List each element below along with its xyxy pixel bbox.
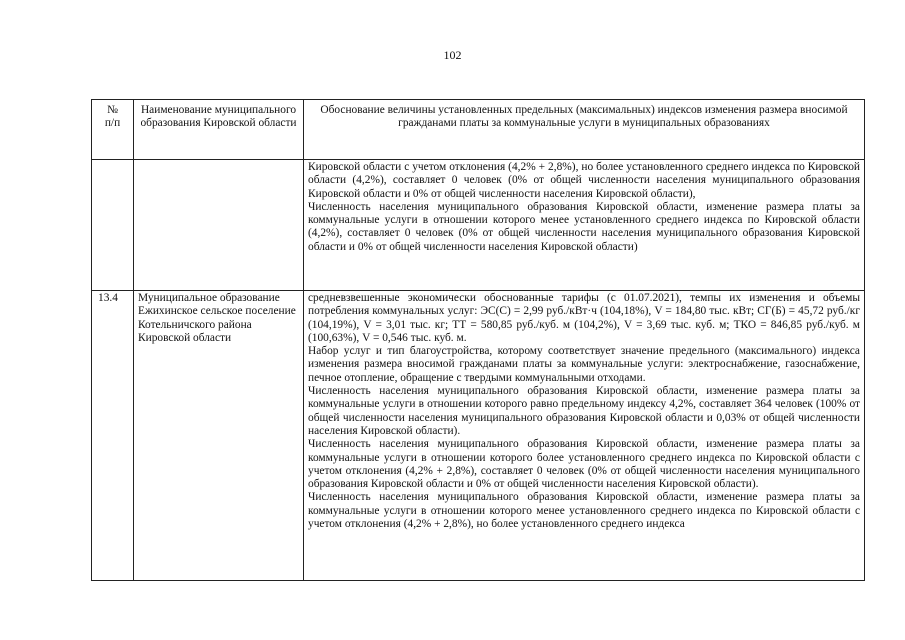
header-municipality-name: [134, 100, 304, 160]
justification-paragraph: Набор услуг и тип благоустройства, которому соответствует значение предельного (максимального) индекса изменения размера вносимой гражданами платы за коммунальные услуги: электроснабжение, газоснабжение, печное отопление, обращение с твердыми коммунальными отходами.: [308, 345, 860, 384]
header-justification: [304, 100, 865, 160]
justification-paragraph: Численность населения муниципального образования Кировской области, изменение размера платы за коммунальные услуги в отношении которого менее установленного среднего индекса по Кировской области (4,2%), составляет 0 человек (0% от общей численности населения муниципального образования Кировской области и 0% от общей численности населения Кировской области): [308, 200, 860, 253]
table-header-row: [92, 100, 865, 160]
justification-paragraph: средневзвешенные экономически обоснованные тарифы (с 01.07.2021), темпы их изменения и объемы потребления коммунальных услуг: ЭС(С) = 2,99 руб./кВт·ч (104,18%), V = 184,80 тыс. кВт; СГ(Б) = 45,72 руб./кг (104,19%), V = 3,01 тыс. кг; ТТ = 580,85 руб./куб. м (104,2%), V = 3,69 тыс. куб. м; ТКО = 846,85 руб./куб. м (100,63%), V = 0,546 тыс. куб. м.: [308, 292, 860, 344]
row-number-cell: 13.4: [92, 291, 134, 581]
header-number-label: № п/п: [104, 104, 121, 130]
justification-paragraph: Численность населения муниципального образования Кировской области, изменение размера платы за коммунальные услуги в отношении которого менее установленного среднего индекса по Кировской области с учетом отклонения (4,2% + 2,8%), но более установленного среднего индекса: [308, 491, 860, 531]
row-number-cell: [92, 160, 134, 291]
row-municipality-cell: [134, 160, 304, 291]
header-justification-label: Обоснование величины установленных предельных (максимальных) индексов изменения размера вносимой гражданами платы за коммунальные услуги в муниципальных образованиях: [320, 104, 848, 130]
header-number: [92, 100, 134, 160]
table-row: [92, 160, 865, 291]
justification-paragraph: Численность населения муниципального образования Кировской области, изменение размера платы за коммунальные услуги в отношении которого более установленного среднего индекса по Кировской области с учетом отклонения (4,2% + 2,8%), составляет 0 человек (0% от общей численности населения муниципального образования Кировской области и 0% от общей численности населения Кировской области).: [308, 438, 860, 491]
table-row: [92, 291, 865, 581]
row-justification-cell: [304, 160, 865, 291]
justification-paragraph: Численность населения муниципального образования Кировской области, изменение размера платы за коммунальные услуги в отношении которого равно предельному индексу 4,2%, составляет 364 человек (100% от общей численности населения муниципального образования Кировской области и 0,03% от общей численности населения Кировской области).: [308, 385, 860, 437]
justification-paragraph: Кировской области с учетом отклонения (4,2% + 2,8%), но более установленного среднего индекса по Кировской области (4,2%), составляет 0 человек (0% от общей численности населения муниципального образования Кировской области и 0% от общей численности населения Кировской области),: [308, 161, 860, 200]
row-justification-cell: [304, 291, 865, 581]
row-municipality-cell: Муниципальное образование Ежихинское сельское поселение Котельничского района Кировской области: [134, 291, 304, 581]
tariff-index-table: [91, 99, 865, 581]
page-number: 102: [443, 48, 462, 62]
header-municipality-name-label: Наименование муниципального образования Кировской области: [140, 104, 297, 130]
